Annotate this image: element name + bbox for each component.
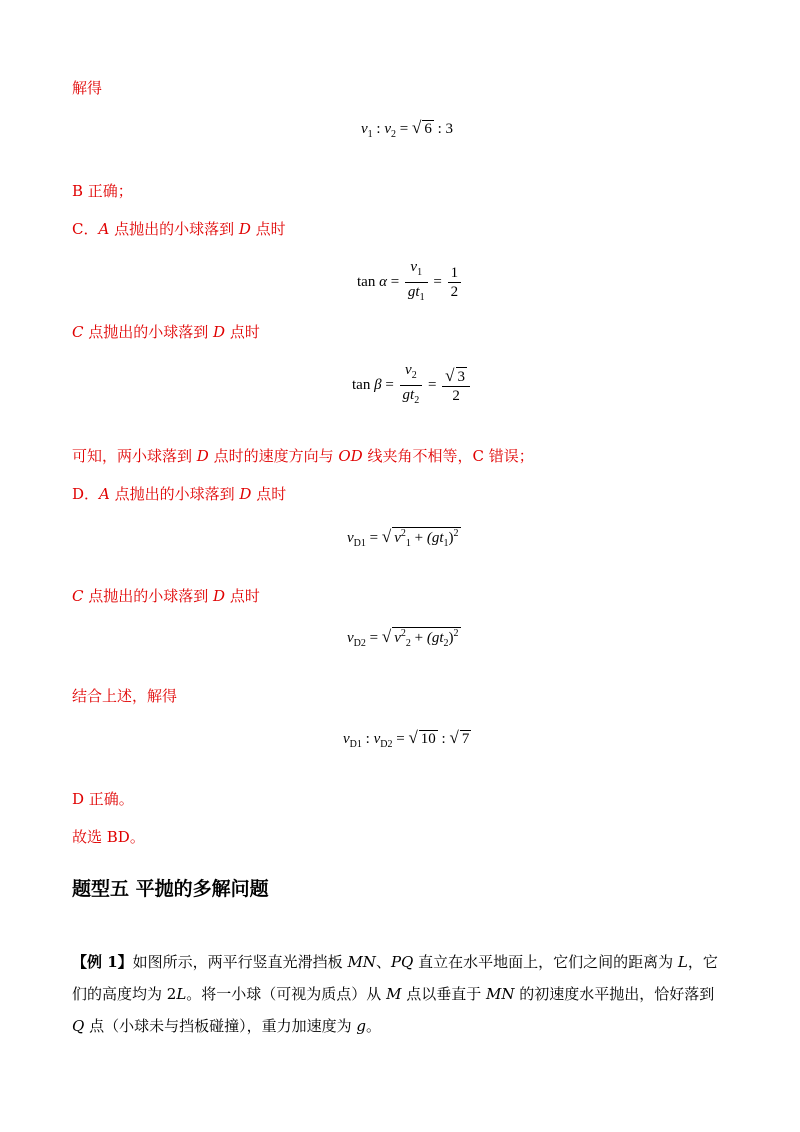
equation-v1-v2-ratio: $v_1$ : $v_2$ = √ 6 : 3 — [361, 118, 453, 140]
equation-vd1: $v_{D1}$ = √ $v^2_1 + (gt_1)^2$ — [347, 527, 459, 549]
text-d-correct: D 正确。 — [72, 790, 134, 808]
text-b-correct: B 正确； — [72, 182, 133, 200]
text-conclusion-c-wrong: 可知，两小球落到 D 点时的速度方向与 OD 线夹角不相等，C 错误； — [72, 447, 534, 465]
text-jiede: 解得 — [72, 79, 103, 97]
equation-vd-ratio: $v_{D1}$ : $v_{D2}$ = √ 10 : √ 7 — [343, 728, 470, 750]
text-answer-bd: 故选 BD。 — [72, 828, 145, 846]
equation-vd2: $v_{D2}$ = √ $v^2_2 + (gt_2)^2$ — [347, 627, 459, 649]
text-c-a-point: C．A 点抛出的小球落到 D 点时 — [72, 220, 286, 238]
section-heading: 题型五 平抛的多解问题 — [72, 878, 269, 900]
text-c-point: C 点抛出的小球落到 D 点时 — [72, 323, 260, 341]
example-problem: 【例 1】如图所示，两平行竖直光滑挡板 MN、PQ 直立在水平地面上，它们之间的距离为 L，它们的高度均为 2L。将一小球（可视为质点）从 M 点以垂直于 MN 的初速度水平抛出，恰好落到 Q 点（小球未与挡板碰撞），重力加速度为 g。 — [72, 953, 718, 1035]
equation-tan-alpha: tan α = $\frac{v_1}{gt_1}$ = $\frac{1}{2}$ — [357, 258, 463, 307]
equation-tan-beta: tan β = $\frac{v_2}{gt_2}$ = $\frac{√ 3}{2}$ — [352, 361, 472, 410]
text-combine: 结合上述，解得 — [72, 687, 178, 705]
text-c-point-2: C 点抛出的小球落到 D 点时 — [72, 587, 260, 605]
text-d-a-point: D．A 点抛出的小球落到 D 点时 — [72, 485, 287, 503]
example-label: 【例 1】 — [72, 953, 133, 971]
